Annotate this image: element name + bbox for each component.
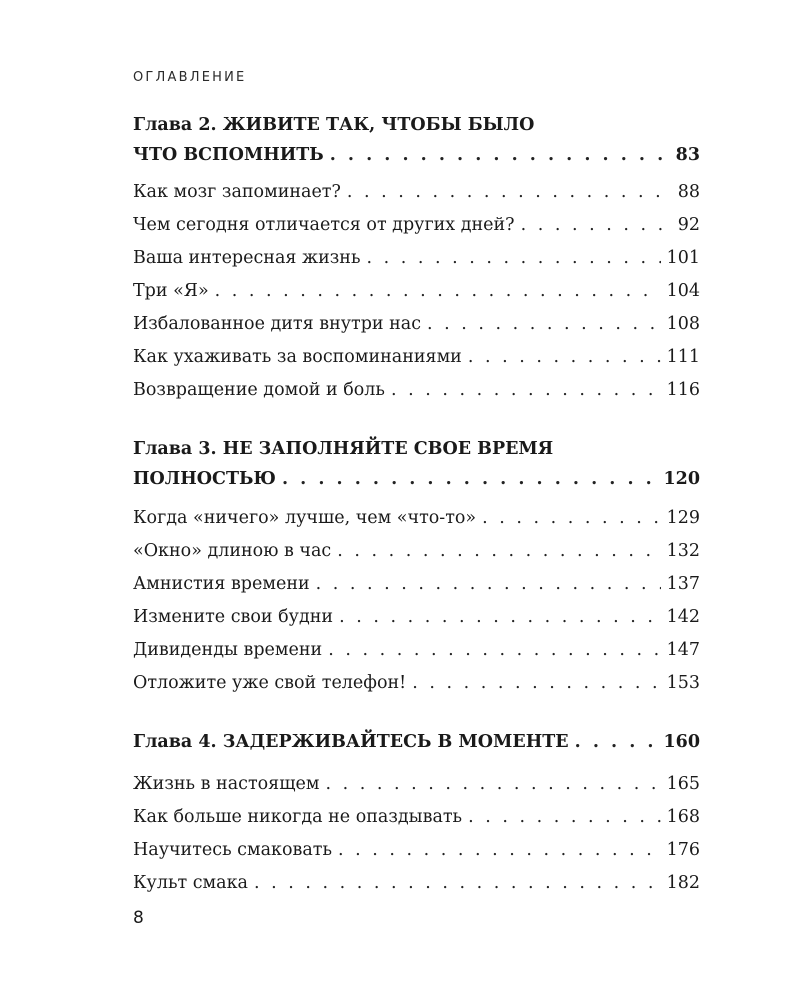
entry-title: Культ смака — [133, 873, 248, 893]
chapter-title-row — [133, 464, 700, 494]
toc-entry — [133, 209, 700, 242]
chapter-title-row — [133, 727, 700, 757]
toc-page — [133, 0, 700, 1000]
page-ref: 147 — [666, 640, 700, 660]
toc-entry — [133, 502, 700, 535]
toc-entry — [133, 374, 700, 407]
toc-entry — [133, 568, 700, 601]
dot-leader — [339, 601, 661, 634]
page-ref: 132 — [666, 541, 700, 561]
entry-title: Как больше никогда не опаздывать — [133, 807, 463, 827]
chapter-4-heading — [133, 727, 700, 757]
chapter-4-sections — [133, 768, 700, 900]
page-ref: 92 — [677, 215, 700, 235]
chapter-2-sections — [133, 176, 700, 407]
toc-entry — [133, 242, 700, 275]
dot-leader — [482, 502, 660, 535]
dot-leader — [391, 374, 661, 407]
page-ref: 108 — [666, 314, 700, 334]
entry-title: Как мозг запоминает? — [133, 182, 341, 202]
chapter-title-line: ЧТО ВСПОМНИТЬ — [133, 145, 324, 165]
toc-entry — [133, 667, 700, 700]
dot-leader — [366, 242, 660, 275]
running-header: ОГЛАВЛЕНИЕ — [133, 70, 247, 85]
page-ref: 182 — [666, 873, 700, 893]
entry-title: Амнистия времени — [133, 574, 310, 594]
dot-leader — [254, 867, 661, 900]
entry-title: Когда «ничего» лучше, чем «что-то» — [133, 508, 477, 528]
page-ref: 104 — [666, 281, 700, 301]
dot-leader — [328, 634, 660, 667]
toc-entry — [133, 176, 700, 209]
toc-entry — [133, 768, 700, 801]
page-ref: 153 — [666, 673, 700, 693]
page-ref: 111 — [666, 347, 700, 367]
dot-leader — [575, 727, 658, 757]
toc-entry — [133, 834, 700, 867]
chapter-title-line: Глава 4. ЗАДЕРЖИВАЙТЕСЬ В МОМЕНТЕ — [133, 732, 569, 752]
chapter-title-line: Глава 3. НЕ ЗАПОЛНЯЙТЕ СВОЕ ВРЕМЯ — [133, 439, 554, 459]
entry-title: Чем сегодня отличается от других дней? — [133, 215, 515, 235]
chapter-3-sections — [133, 502, 700, 700]
toc-entry — [133, 867, 700, 900]
chapter-title-row — [133, 140, 700, 170]
dot-leader — [521, 209, 672, 242]
page-ref: 176 — [666, 840, 700, 860]
chapter-title-line: Глава 2. ЖИВИТЕ ТАК, ЧТОБЫ БЫЛО — [133, 115, 535, 135]
entry-title: «Окно» длиною в час — [133, 541, 332, 561]
dot-leader — [215, 275, 661, 308]
page-ref: 142 — [666, 607, 700, 627]
entry-title: Возвращение домой и боль — [133, 380, 385, 400]
toc-entry — [133, 801, 700, 834]
dot-leader — [325, 768, 660, 801]
chapter-2-heading — [133, 110, 700, 170]
entry-title: Отложите уже свой телефон! — [133, 673, 407, 693]
chapter-title-line: ПОЛНОСТЬЮ — [133, 469, 276, 489]
page-ref: 88 — [677, 182, 700, 202]
dot-leader — [468, 801, 661, 834]
page-ref: 120 — [663, 469, 700, 489]
page-ref: 129 — [666, 508, 700, 528]
toc-entry — [133, 601, 700, 634]
entry-title: Ваша интересная жизнь — [133, 248, 361, 268]
toc-entry — [133, 535, 700, 568]
dot-leader — [468, 341, 661, 374]
entry-title: Жизнь в настоящем — [133, 774, 320, 794]
chapter-3-heading — [133, 434, 700, 494]
entry-title: Научитесь смаковать — [133, 840, 332, 860]
dot-leader — [337, 535, 660, 568]
toc-entry — [133, 634, 700, 667]
page-ref: 83 — [675, 145, 700, 165]
entry-title: Избалованное дитя внутри нас — [133, 314, 422, 334]
dot-leader — [282, 464, 658, 494]
page-ref: 165 — [666, 774, 700, 794]
toc-entry — [133, 275, 700, 308]
entry-title: Дивиденды времени — [133, 640, 323, 660]
dot-leader — [347, 176, 672, 209]
page-ref: 137 — [666, 574, 700, 594]
dot-leader — [316, 568, 661, 601]
page-number: 8 — [133, 908, 144, 928]
page-ref: 168 — [666, 807, 700, 827]
page-ref: 101 — [666, 248, 700, 268]
entry-title: Три «Я» — [133, 281, 209, 301]
toc-entry — [133, 308, 700, 341]
dot-leader — [330, 140, 670, 170]
page-ref: 116 — [666, 380, 700, 400]
entry-title: Как ухаживать за воспоминаниями — [133, 347, 462, 367]
page-ref: 160 — [663, 732, 700, 752]
toc-entry — [133, 341, 700, 374]
dot-leader — [412, 667, 660, 700]
entry-title: Измените свои будни — [133, 607, 334, 627]
dot-leader — [427, 308, 661, 341]
dot-leader — [338, 834, 661, 867]
